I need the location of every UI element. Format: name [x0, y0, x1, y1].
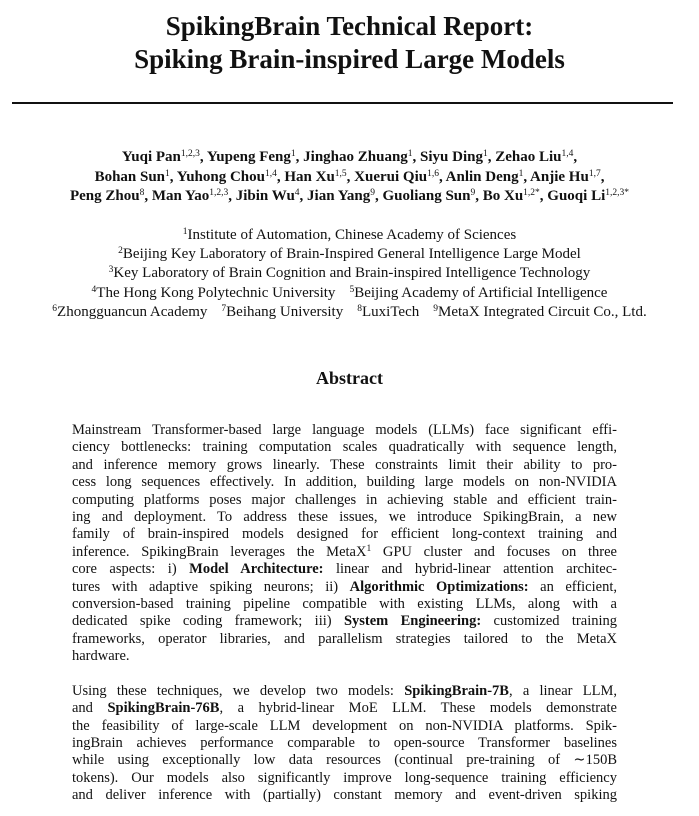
text-line: computing platforms poses major challenges in achieving stable and efficient train- [72, 491, 617, 508]
text-segment: linear and hybrid-linear attention architec- [323, 561, 617, 578]
affiliation-name: Institute of Automation, Chinese Academy of Sciences [187, 227, 517, 243]
text-segment: tures with adaptive spiking neurons; ii) [72, 578, 350, 595]
author-name: Guoqi Li [547, 188, 606, 204]
author-name: Jinghao Zhuang [303, 149, 408, 165]
text-segment: , a hybrid-linear MoE LLM. These models demonstrate [219, 700, 617, 717]
paper-title [0, 10, 699, 76]
affiliation-name: LuxiTech [361, 303, 420, 320]
author-name: Xuerui Qiu [354, 168, 428, 185]
author-name: Yupeng Feng [206, 149, 291, 165]
author-affiliation: 1,2,3 [209, 188, 229, 198]
author-name: Yuqi Pan [121, 149, 181, 165]
affiliation-number: 8 [357, 303, 362, 314]
author-line-1: Yuqi Pan$^{1,2,3}$, Yupeng Feng$^1$, Jinghao Zhuang$^1$, Siyu Ding$^1$, Zehao Liu$^{1,4}$, [121, 149, 578, 165]
affiliation-line-1 [0, 226, 699, 245]
author-name: Peng Zhou [69, 188, 140, 204]
abstract-paragraph-2 [72, 683, 617, 805]
author-affiliation: 9 [470, 188, 476, 198]
affiliation-line-4 [0, 284, 699, 303]
author-affiliation: 9 [370, 188, 376, 198]
affiliation-number: 2 [118, 246, 123, 257]
bold-term: System Engineering: [343, 613, 482, 630]
affiliation-number: 1 [182, 227, 188, 237]
bold-term: Algorithmic Optimizations: [349, 578, 529, 595]
author-list [0, 148, 699, 207]
text-segment: inference. SpikingBrain leverages the MetaX [72, 543, 367, 560]
footnote-marker: 1 [366, 543, 372, 554]
author-affiliation: 1,4 [561, 149, 574, 159]
text-line: the feasibility of large-scale LLM development on non-NVIDIA platforms. Spik- [72, 717, 617, 734]
author-line-2: Bohan Sun$^1$, Yuhong Chou$^{1,4}$, Han Xu$^{1,5}$, Xuerui Qiu$^{1,6}$, Anlin Deng$^1$, Anjie Hu$^{1,7}$, [94, 168, 605, 185]
author-line-3: Peng Zhou$^8$, Man Yao$^{1,2,3}$, Jibin Wu$^4$, Jian Yang$^9$, Guoliang Sun$^9$, Bo $Xu^{1,2*}$, Guoqi $Li^{1,2,3*}$ [69, 188, 629, 204]
author-name: Zehao Liu [495, 149, 562, 165]
affiliation-name: The Hong Kong Polytechnic University [96, 284, 336, 301]
author-affiliation: 1,2,3* [605, 188, 629, 198]
author-affiliation: 1 [165, 168, 170, 179]
affiliation-line-5 [0, 303, 699, 322]
affiliation-number: 5 [349, 284, 355, 295]
author-affiliation: 1,2* [523, 188, 540, 198]
author-affiliation: 4 [294, 188, 300, 198]
text-line [72, 544, 617, 561]
affiliation-number: 6 [52, 303, 58, 314]
text-line [72, 700, 617, 717]
author-name: Siyu Ding [420, 149, 483, 165]
affiliation-number: 9 [433, 303, 438, 314]
abstract-heading: Abstract [316, 368, 383, 388]
affiliation-line-3 [0, 264, 699, 283]
affiliation-name: Key Laboratory of Brain Cognition and Brain-inspired Intelligence Technology [113, 265, 591, 282]
author-affiliation: 1 [483, 149, 488, 159]
author-affiliation: 1 [290, 149, 296, 159]
text-line: ingBrain achieves performance comparable to open-source Transformer baselines [72, 734, 617, 751]
text-segment: dedicated spike coding framework; iii) [72, 613, 344, 630]
title-line-1: SpikingBrain Technical Report: [165, 11, 534, 41]
text-line [72, 561, 617, 578]
text-segment: core aspects: i) [72, 561, 190, 578]
affiliation-name: Zhongguancun Academy [57, 303, 208, 320]
text-segment: and [72, 700, 108, 717]
text-line [72, 579, 617, 596]
bold-term: SpikingBrain-7B [404, 682, 509, 699]
author-affiliation: 1,6 [427, 168, 439, 179]
text-line: conversion-based training pipeline compatible with existing LLMs, along with a [72, 596, 617, 613]
text-segment: customized training [481, 613, 617, 630]
text-line: frameworks, operator libraries, and parallelism strategies tailored to the MetaX [72, 630, 617, 647]
bold-term: Model Architecture: [189, 561, 324, 578]
affiliation-line-2 [0, 245, 699, 264]
text-line: tokens). Our models also significantly improve long-sequence training efficiency [72, 769, 617, 786]
author-name: Guoliang Sun [382, 188, 471, 204]
text-line [72, 613, 617, 630]
affiliation-name: MetaX Integrated Circuit Co., Ltd. [438, 303, 647, 320]
text-line: cess long sequences effectively. In addition, building large models on non-NVIDIA [72, 474, 617, 491]
author-affiliation: 1 [518, 168, 524, 179]
text-line: Mainstream Transformer-based large language models (LLMs) face significant effi- [72, 422, 617, 438]
abstract-paragraph-1 [72, 422, 617, 666]
author-name: Jibin Wu [235, 188, 295, 204]
text-line: and deliver inference with (partially) constant memory and event-driven spiking [72, 787, 617, 804]
text-segment: Using these techniques, we develop two models: [72, 682, 405, 699]
author-affiliation: 1,4 [264, 168, 277, 179]
author-affiliation: 1,2,3 [180, 149, 200, 159]
author-affiliation: 1 [407, 149, 413, 159]
author-name: Anlin Deng [445, 168, 519, 185]
author-name: Yuhong Chou [176, 168, 265, 185]
text-line: while using exceptionally low data resources (continual pre-training of ∼150B [72, 752, 617, 769]
affiliation-name: Beijing Academy of Artificial Intelligence [354, 284, 608, 301]
text-line: and inference memory grows linearly. These constraints limit their ability to pro- [72, 456, 617, 473]
author-name: Anjie Hu [530, 168, 589, 185]
affiliation-number: 7 [221, 303, 227, 314]
author-name: Man Yao [151, 188, 210, 204]
author-name: Bo Xu [482, 188, 524, 204]
text-line: ciency bottlenecks: training computation scales quadratically with sequence length, [72, 439, 617, 456]
text-line: ing and deployment. To address these issues, we introduce SpikingBrain, a new [72, 509, 617, 526]
affiliation-list [0, 226, 699, 322]
affiliation-name: Beijing Key Laboratory of Brain-Inspired General Intelligence Large Model [122, 246, 581, 263]
author-name: Han Xu [284, 168, 335, 185]
author-name: Bohan Sun [94, 168, 166, 185]
author-affiliation: 1,5 [334, 168, 347, 179]
affiliation-number: 4 [91, 284, 97, 295]
title-line-2: Spiking Brain-inspired Large Models [134, 44, 565, 74]
author-name: Jian Yang [307, 188, 371, 204]
text-segment: GPU cluster and focuses on three [371, 543, 617, 560]
affiliation-number: 3 [108, 265, 114, 276]
bold-term: SpikingBrain-76B [107, 700, 220, 717]
title-divider [12, 102, 673, 104]
text-line: family of brain-inspired models designed for efficient long-context training and [72, 526, 617, 543]
text-line: hardware. [72, 648, 130, 665]
abstract-body [72, 422, 617, 805]
text-line [72, 683, 617, 700]
text-segment: , a linear LLM, [508, 682, 617, 699]
affiliation-name: Beihang University [226, 303, 344, 320]
author-affiliation: 8 [139, 188, 145, 198]
author-affiliation: 1,7 [588, 168, 601, 179]
text-segment: an efficient, [528, 578, 617, 595]
